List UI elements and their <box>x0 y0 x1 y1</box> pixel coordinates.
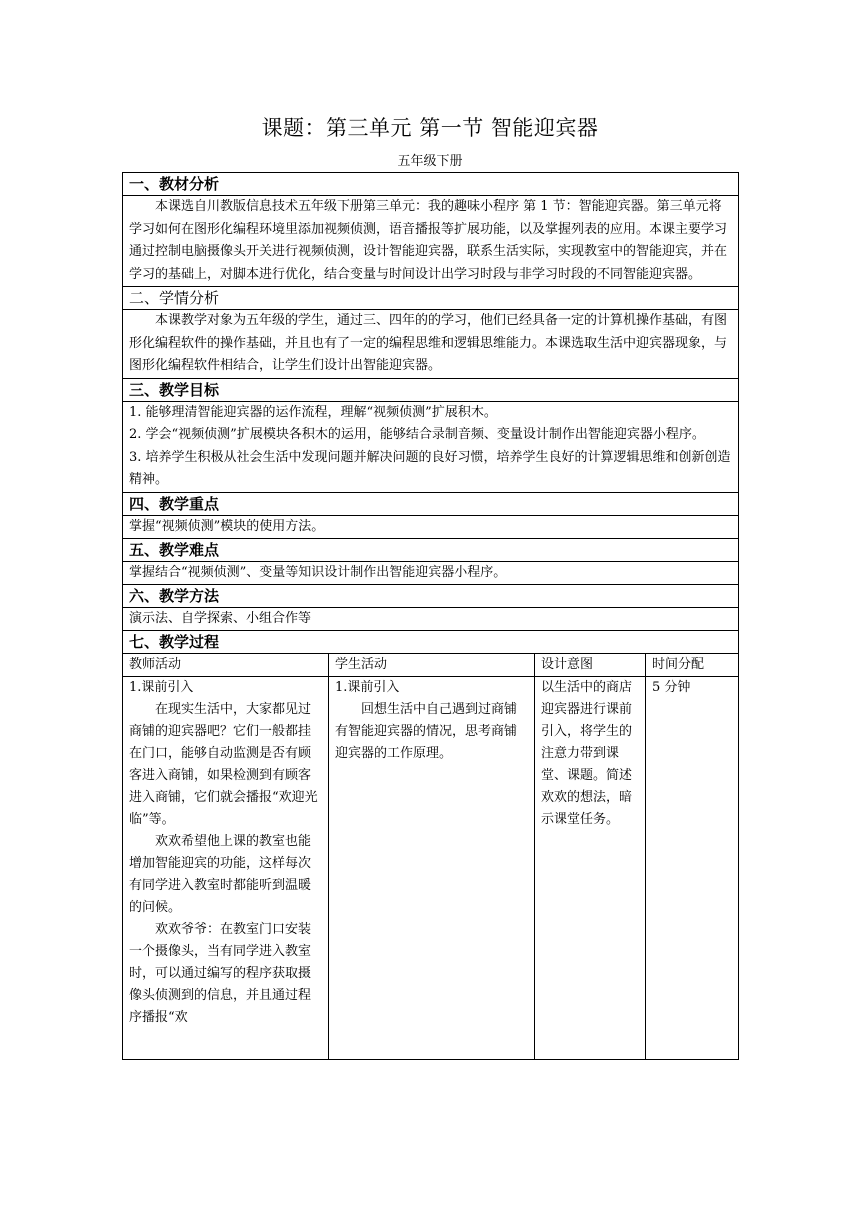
section-heading-material: 一、教材分析 <box>123 173 739 196</box>
design-intent-cell: 以生活中的商店迎宾器进行课前引入，将学生的注意力带到课堂、课题。简述欢欢的想法，暗示课堂任务。 <box>535 676 646 1059</box>
section-body-row <box>123 515 739 538</box>
section-heading-row <box>123 492 739 515</box>
process-row <box>123 676 739 1059</box>
student-activity-title: 1.课前引入 <box>335 679 400 695</box>
section-body-material: 本课选自川教版信息技术五年级下册第三单元：我的趣味小程序 第 1 节：智能迎宾器。第三单元将学习如何在图形化编程环境里添加视频侦测，语音播报等扩展功能，以及掌握列表的应用。本课主要学习通过控制电脑摄像头开关进行视频侦测，设计智能迎宾器，联系生活实际，实现教室中的智能迎宾，并在学习的基础上，对脚本进行优化，结合变量与时间设计出学习时段与非学习时段的不同智能迎宾器。 <box>129 199 728 282</box>
process-column-headers <box>123 653 739 676</box>
goal-item: 3. 培养学生积极从社会生活中发现问题并解决问题的良好习惯，培养学生良好的计算逻辑思维和创新创造精神。 <box>129 449 731 487</box>
section-heading-row <box>123 173 739 196</box>
grade-label: 五年级下册 <box>397 154 463 169</box>
section-heading-process: 七、教学过程 <box>123 630 739 653</box>
section-heading-goals: 三、教学目标 <box>123 378 739 401</box>
goal-item: 1. 能够理清智能迎宾器的运作流程，理解“视频侦测”扩展积木。 <box>129 404 497 420</box>
section-body-row <box>123 561 739 584</box>
student-activity-cell <box>329 676 535 1059</box>
student-activity-paragraph: 回想生活中自己遇到过商铺有智能迎宾器的情况，思考商铺迎宾器的工作原理。 <box>335 701 518 761</box>
section-heading-row <box>123 630 739 653</box>
section-heading-learner: 二、学情分析 <box>123 287 739 310</box>
section-heading-difficulties: 五、教学难点 <box>123 538 739 561</box>
section-body-key-points: 掌握“视频侦测”模块的使用方法。 <box>123 515 739 538</box>
lesson-plan-table <box>122 172 739 1060</box>
section-heading-methods: 六、教学方法 <box>123 584 739 607</box>
section-body-row <box>123 607 739 630</box>
section-body-row <box>123 310 739 379</box>
teacher-activity-title: 1.课前引入 <box>129 679 194 695</box>
column-header-intent: 设计意图 <box>535 653 646 676</box>
section-body-difficulties: 掌握结合“视频侦测”、变量等知识设计制作出智能迎宾器小程序。 <box>123 561 739 584</box>
section-heading-row <box>123 378 739 401</box>
teacher-activity-paragraph: 在现实生活中，大家都见过商铺的迎宾器吧？它们一般都挂在门口，能够自动监测是否有顾客进入商铺，如果检测到有顾客进入商铺，它们就会播报“欢迎光临”等。 <box>129 701 318 827</box>
teacher-activity-cell <box>123 676 329 1059</box>
section-heading-row <box>123 538 739 561</box>
section-heading-key-points: 四、教学重点 <box>123 492 739 515</box>
column-header-student: 学生活动 <box>329 653 535 676</box>
time-allocation-cell: 5 分钟 <box>646 676 739 1059</box>
section-body-row <box>123 196 739 287</box>
section-body-learner: 本课教学对象为五年级的学生，通过三、四年的的学习，他们已经具备一定的计算机操作基础，有图形化编程软件的操作基础，并且也有了一定的编程思维和逻辑思维能力。本课选取生活中迎宾器现象，与图形化编程软件相结合，让学生们设计出智能迎宾器。 <box>129 313 728 373</box>
goal-item: 2. 学会“视频侦测”扩展模块各积木的运用，能够结合录制音频、变量设计制作出智能迎宾器小程序。 <box>129 427 705 442</box>
teacher-activity-paragraph: 欢欢希望他上课的教室也能增加智能迎宾的功能，这样每次有同学进入教室时都能听到温暖的问候。 <box>129 833 312 915</box>
teacher-activity-paragraph: 欢欢爷爷：在教室门口安装一个摄像头，当有同学进入教室时，可以通过编写的程序获取摄像头侦测到的信息，并且通过程序播报“欢 <box>129 921 312 1025</box>
column-header-time: 时间分配 <box>646 653 739 676</box>
column-header-teacher: 教师活动 <box>123 653 329 676</box>
page-title: 课题：第三单元 第一节 智能迎宾器 <box>261 116 599 140</box>
section-body-methods: 演示法、自学探索、小组合作等 <box>123 607 739 630</box>
section-body-row <box>123 401 739 492</box>
section-heading-row <box>123 287 739 310</box>
section-heading-row <box>123 584 739 607</box>
